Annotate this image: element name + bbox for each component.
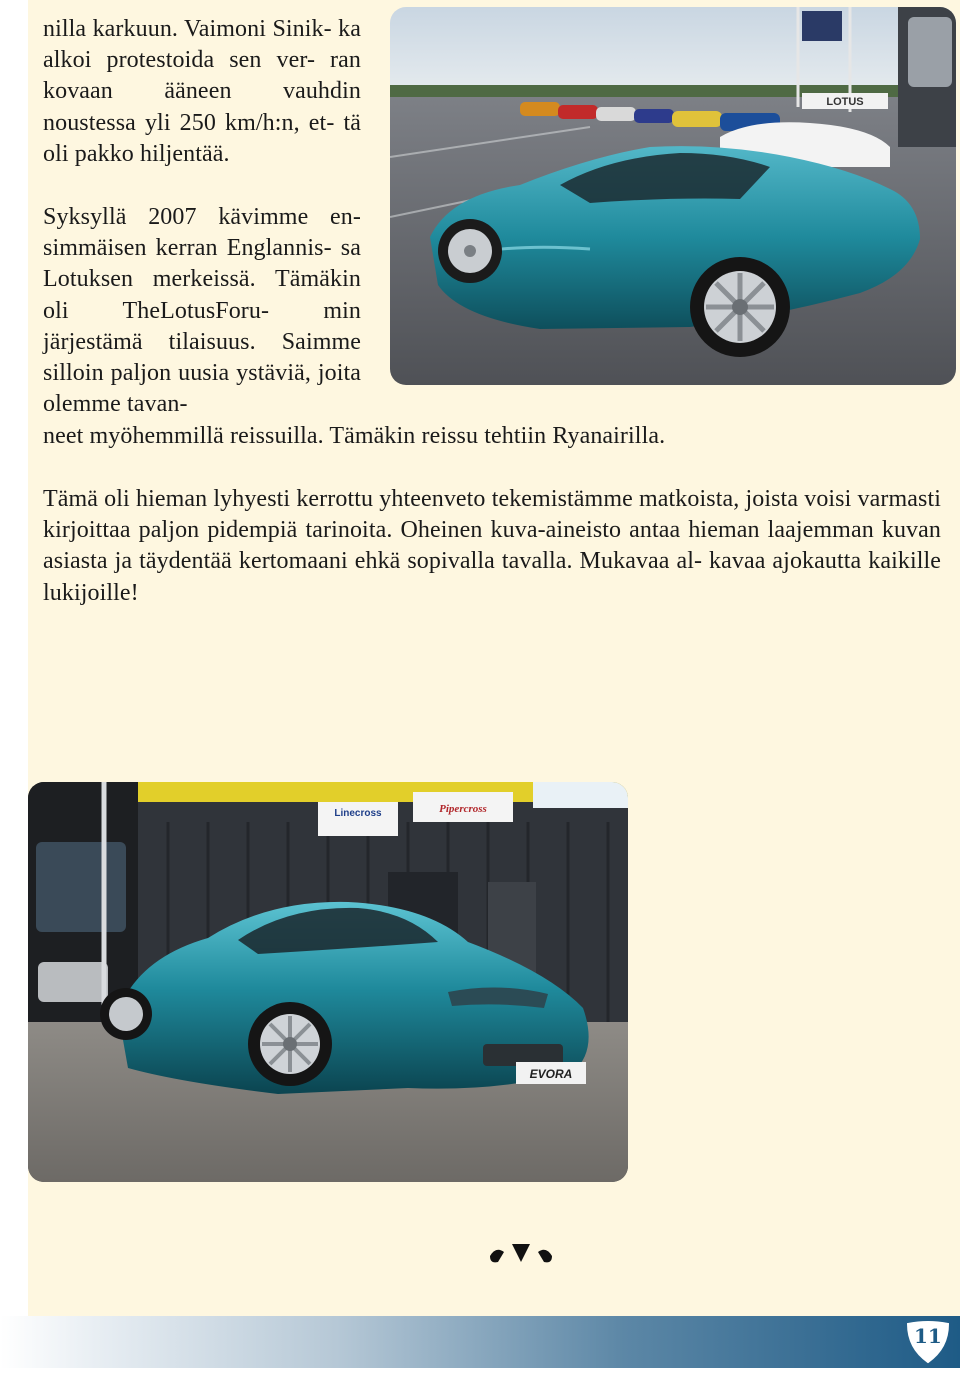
linecross-sign-text: Linecross bbox=[334, 808, 382, 819]
paragraph-intro: nilla karkuun. Vaimoni Sinik- ka alkoi protestoida sen ver- ran kovaan ääneen vauhdin noustessa yli 250 km/h:n, et- tä oli pakko hiljentää. bbox=[43, 16, 361, 167]
pipercross-sign-text: Pipercross bbox=[439, 803, 487, 815]
footer-band bbox=[0, 1316, 960, 1368]
evora-plate-text: EVORA bbox=[529, 1067, 573, 1081]
paragraph-summary: Tämä oli hieman lyhyesti kerrottu yhteenveto tekemistämme matkoista, joista voisi varmasti kirjoittaa paljon pidempiä tarinoita. Oheinen kuva-aineisto antaa hieman laajemman kuvan asiasta ja täydentää kertomaani ehkä sopivalla tavalla. Mukavaa al- kavaa ajokautta kaikille lukijoille! bbox=[43, 486, 941, 606]
page-number: 11 bbox=[914, 1324, 942, 1348]
photo-evora-paddock bbox=[390, 7, 956, 385]
paragraph-autumn-trip: Syksyllä 2007 kävimme en- simmäisen kerran Englannis- sa Lotuksen merkeissä. Tämäkin oli TheLotusForu- min järjestämä tilaisuus. Saimme silloin paljon uusia ystäviä, joita olemme tavan- bbox=[43, 204, 361, 418]
photo-evora-garage bbox=[28, 782, 628, 1182]
paragraph-autumn-trip-end: neet myöhemmillä reissuilla. Tämäkin reissu tehtiin Ryanairilla. bbox=[43, 423, 666, 449]
end-ornament-icon bbox=[486, 1240, 556, 1270]
lotus-banner-text: LOTUS bbox=[826, 96, 864, 108]
